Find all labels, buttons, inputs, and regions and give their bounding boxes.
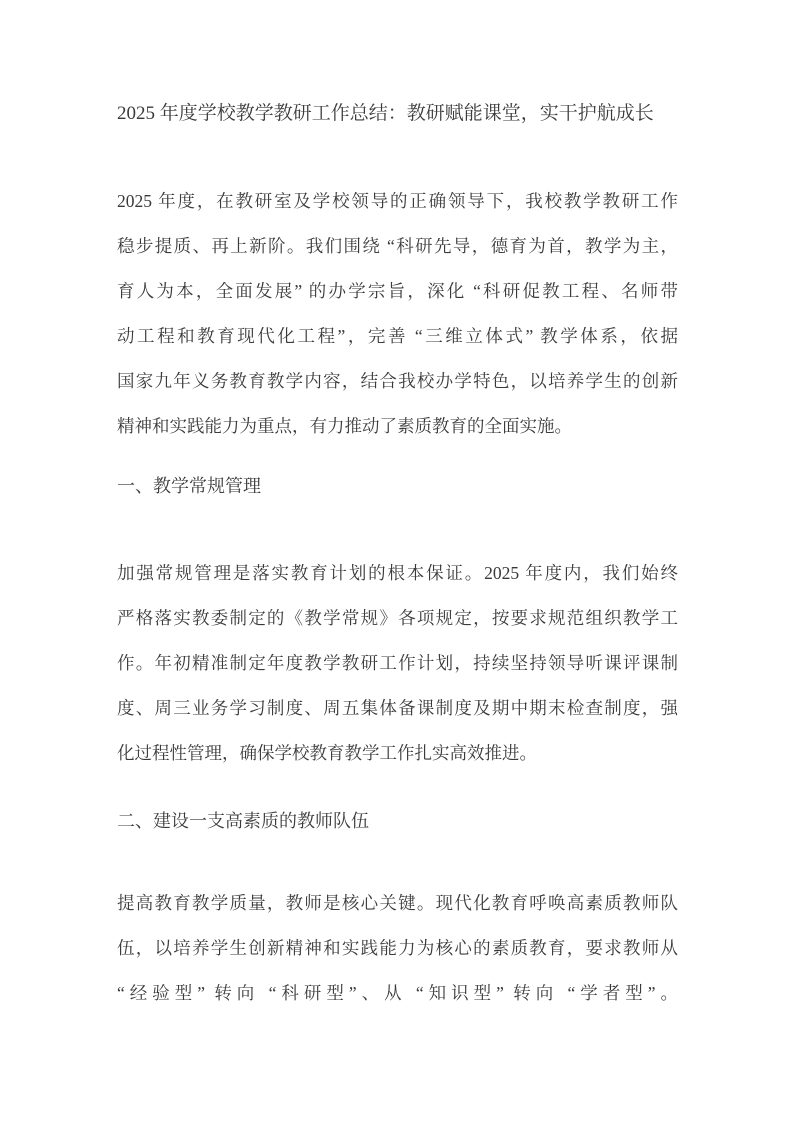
text-line: 精神和实践能力为重点，有力推动了素质教育的全面实施。 <box>117 416 572 436</box>
text-line: 提高教育教学质量，教师是核心关键。现代化教育呼唤高素质教师队 <box>117 893 678 913</box>
section-1-heading: 一、教学常规管理 <box>117 476 261 496</box>
section-2-heading: 二、建设一支高素质的教师队伍 <box>117 811 369 831</box>
intro-paragraph <box>117 179 678 449</box>
section-1-paragraph <box>117 551 678 776</box>
text-line: 化过程性管理，确保学校教育教学工作扎实高效推进。 <box>117 743 537 763</box>
text-line: 稳步提质、再上新阶。我们围绕 “科研先导，德育为首，教学为主， <box>117 236 678 256</box>
section-2-paragraph <box>117 881 678 1016</box>
text-line: 严格落实教委制定的《教学常规》各项规定，按要求规范组织教学工 <box>117 608 678 628</box>
text-line: 度、周三业务学习制度、周五集体备课制度及期中期末检查制度，强 <box>117 698 678 718</box>
document-title: 2025 年度学校教学教研工作总结：教研赋能课堂，实干护航成长 <box>117 103 654 124</box>
text-line: 2025 年度，在教研室及学校领导的正确领导下，我校教学教研工作 <box>117 191 678 211</box>
text-line: 加强常规管理是落实教育计划的根本保证。2025 年度内，我们始终 <box>117 563 678 583</box>
text-line: 伍，以培养学生创新精神和实践能力为核心的素质教育，要求教师从 <box>117 938 678 958</box>
text-line: 国家九年义务教育教学内容，结合我校办学特色，以培养学生的创新 <box>117 371 678 391</box>
text-line: 作。年初精准制定年度教学教研工作计划，持续坚持领导听课评课制 <box>117 653 678 673</box>
text-line: 动工程和教育现代化工程”，完善 “三维立体式” 教学体系，依据 <box>117 326 678 346</box>
text-line: “经验型” 转向 “科研型”、从 “知识型” 转向 “学者型”。 <box>117 983 678 1003</box>
text-line: 育人为本，全面发展” 的办学宗旨，深化 “科研促教工程、名师带 <box>117 281 678 301</box>
